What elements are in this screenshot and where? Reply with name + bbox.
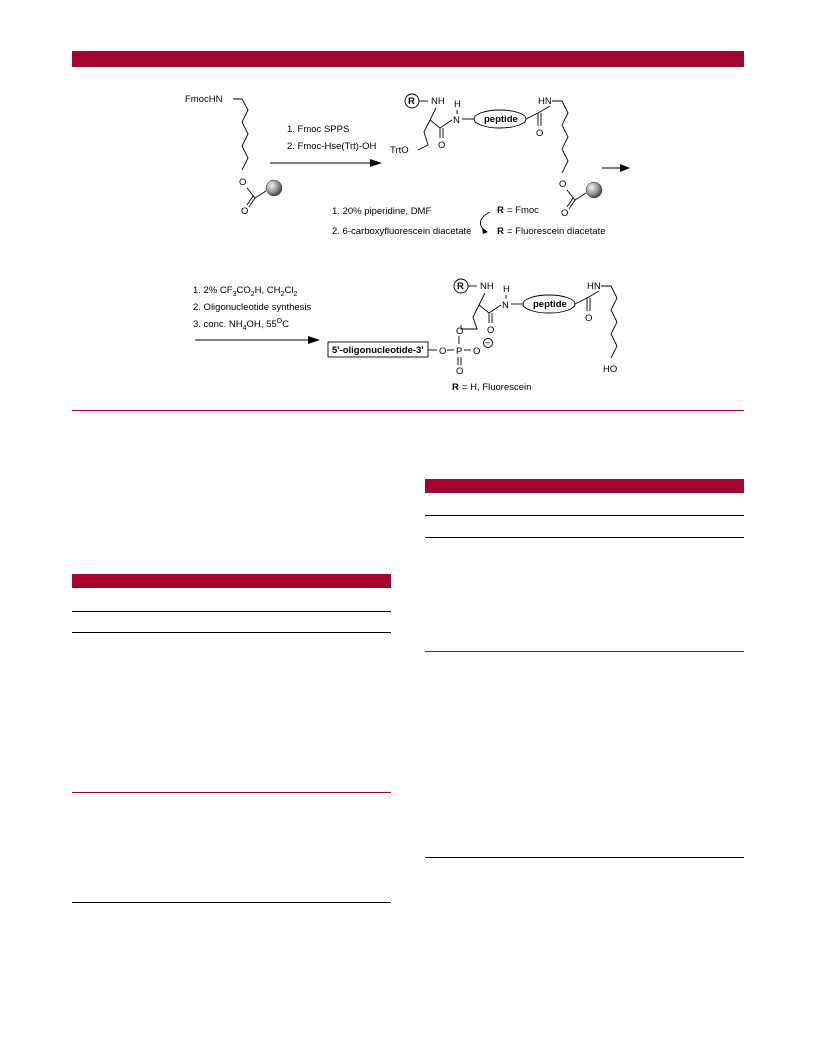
table-right-rule-4 [425,857,744,858]
r-final-r: R [452,382,459,393]
start-ester-bond [247,188,266,198]
table-left-rule-2 [72,632,391,633]
step3-line2: 2. Oligonucleotide synthesis [193,302,312,313]
peptide-carbonyl-o-2: O [585,313,593,324]
peptide-carbonyl-o-1: O [536,128,544,139]
table-right-rule-3 [425,651,744,652]
r-label-2: R [457,281,464,292]
hn-2: HN [587,281,601,292]
amide-n-2: N [502,300,509,311]
trto-label: TrtO [390,145,409,156]
nh-2: NH [480,281,494,292]
linker-chain-1 [552,101,568,173]
minus-sign: − [485,338,491,349]
phos-o-left: O [439,346,447,357]
r-fdiac-text: = Fluorescein diacetate [507,226,606,237]
phos-o-top: O [456,326,464,337]
table-left-rule-1 [72,611,391,612]
scheme-bottom-rule [72,410,744,411]
table-left-rule-3 [72,792,391,793]
p-double-o [458,357,461,365]
start-fmochn-label: FmocHN [185,94,223,105]
step2-line2: 2. 6-carboxyfluorescein diacetate [332,226,472,237]
reaction-scheme [150,70,650,400]
amide-o-2: O [487,325,495,336]
peptide-label-2: peptide [533,299,567,310]
step3-line1: 1. 2% $CF_3CO_2H$, $CH_2Cl_2$ [193,285,298,298]
header-bar [72,51,744,67]
linker-carbonyl-o: O [561,208,569,219]
peptide-label-1: peptide [484,114,518,125]
peptide-carbonyl-1 [526,106,550,126]
table-left-header-bar [72,574,391,588]
amide-h-1: H [454,99,461,110]
start-chain [233,99,248,170]
step3-line3: 3. conc. $NH_4OH$, $55^OC$ [193,318,289,332]
step2-line1: 1. 20% piperidine, DMF [332,206,432,217]
phosphorus: P [456,346,463,357]
table-right-rule-1 [425,515,744,516]
r-fmoc-r: R [497,205,504,216]
phos-o-right: O [473,346,481,357]
ho-label: HO [603,364,618,375]
r-fdiac-r: R [497,226,504,237]
r-final-text: = H, Fluorescein [462,382,532,393]
start-ester-o: O [239,177,247,188]
linker-chain-2 [601,286,617,358]
arrow-step3-head [308,336,320,344]
r-swap-curved-arrow [480,212,490,231]
amide-co-1 [440,128,443,138]
resin-bead-intermediate [586,182,602,198]
arrow-continue-head [620,164,630,172]
resin-bead-start [266,180,282,196]
arrow-step1-head [370,159,382,167]
amide-h-2: H [503,284,510,295]
table-right-header-bar [425,479,744,493]
nh-1: NH [431,96,445,107]
r-label-1: R [408,96,415,107]
amide-n-1: N [453,115,460,126]
start-carbonyl-o: O [241,206,249,217]
alpha-bonds-1 [418,108,452,150]
phos-o-bottom: O [456,366,464,377]
step1-line1: 1. Fmoc SPPS [287,124,350,135]
linker-ester-bond [567,190,586,200]
r-fmoc-text: = Fmoc [507,205,539,216]
oligo-label: 5'-oligonucleotide-3' [332,345,424,356]
table-left-rule-4 [72,902,391,903]
table-right-rule-2 [425,537,744,538]
linker-ester-o: O [559,179,567,190]
amide-co-2 [489,313,492,323]
alpha-bonds-2 [461,293,501,329]
hn-1: HN [538,96,552,107]
amide-o-1: O [438,140,446,151]
peptide-carbonyl-2 [575,291,599,311]
step1-line2: 2. Fmoc-Hse(Trt)-OH [287,141,377,152]
r-swap-arrow-head [482,228,488,234]
